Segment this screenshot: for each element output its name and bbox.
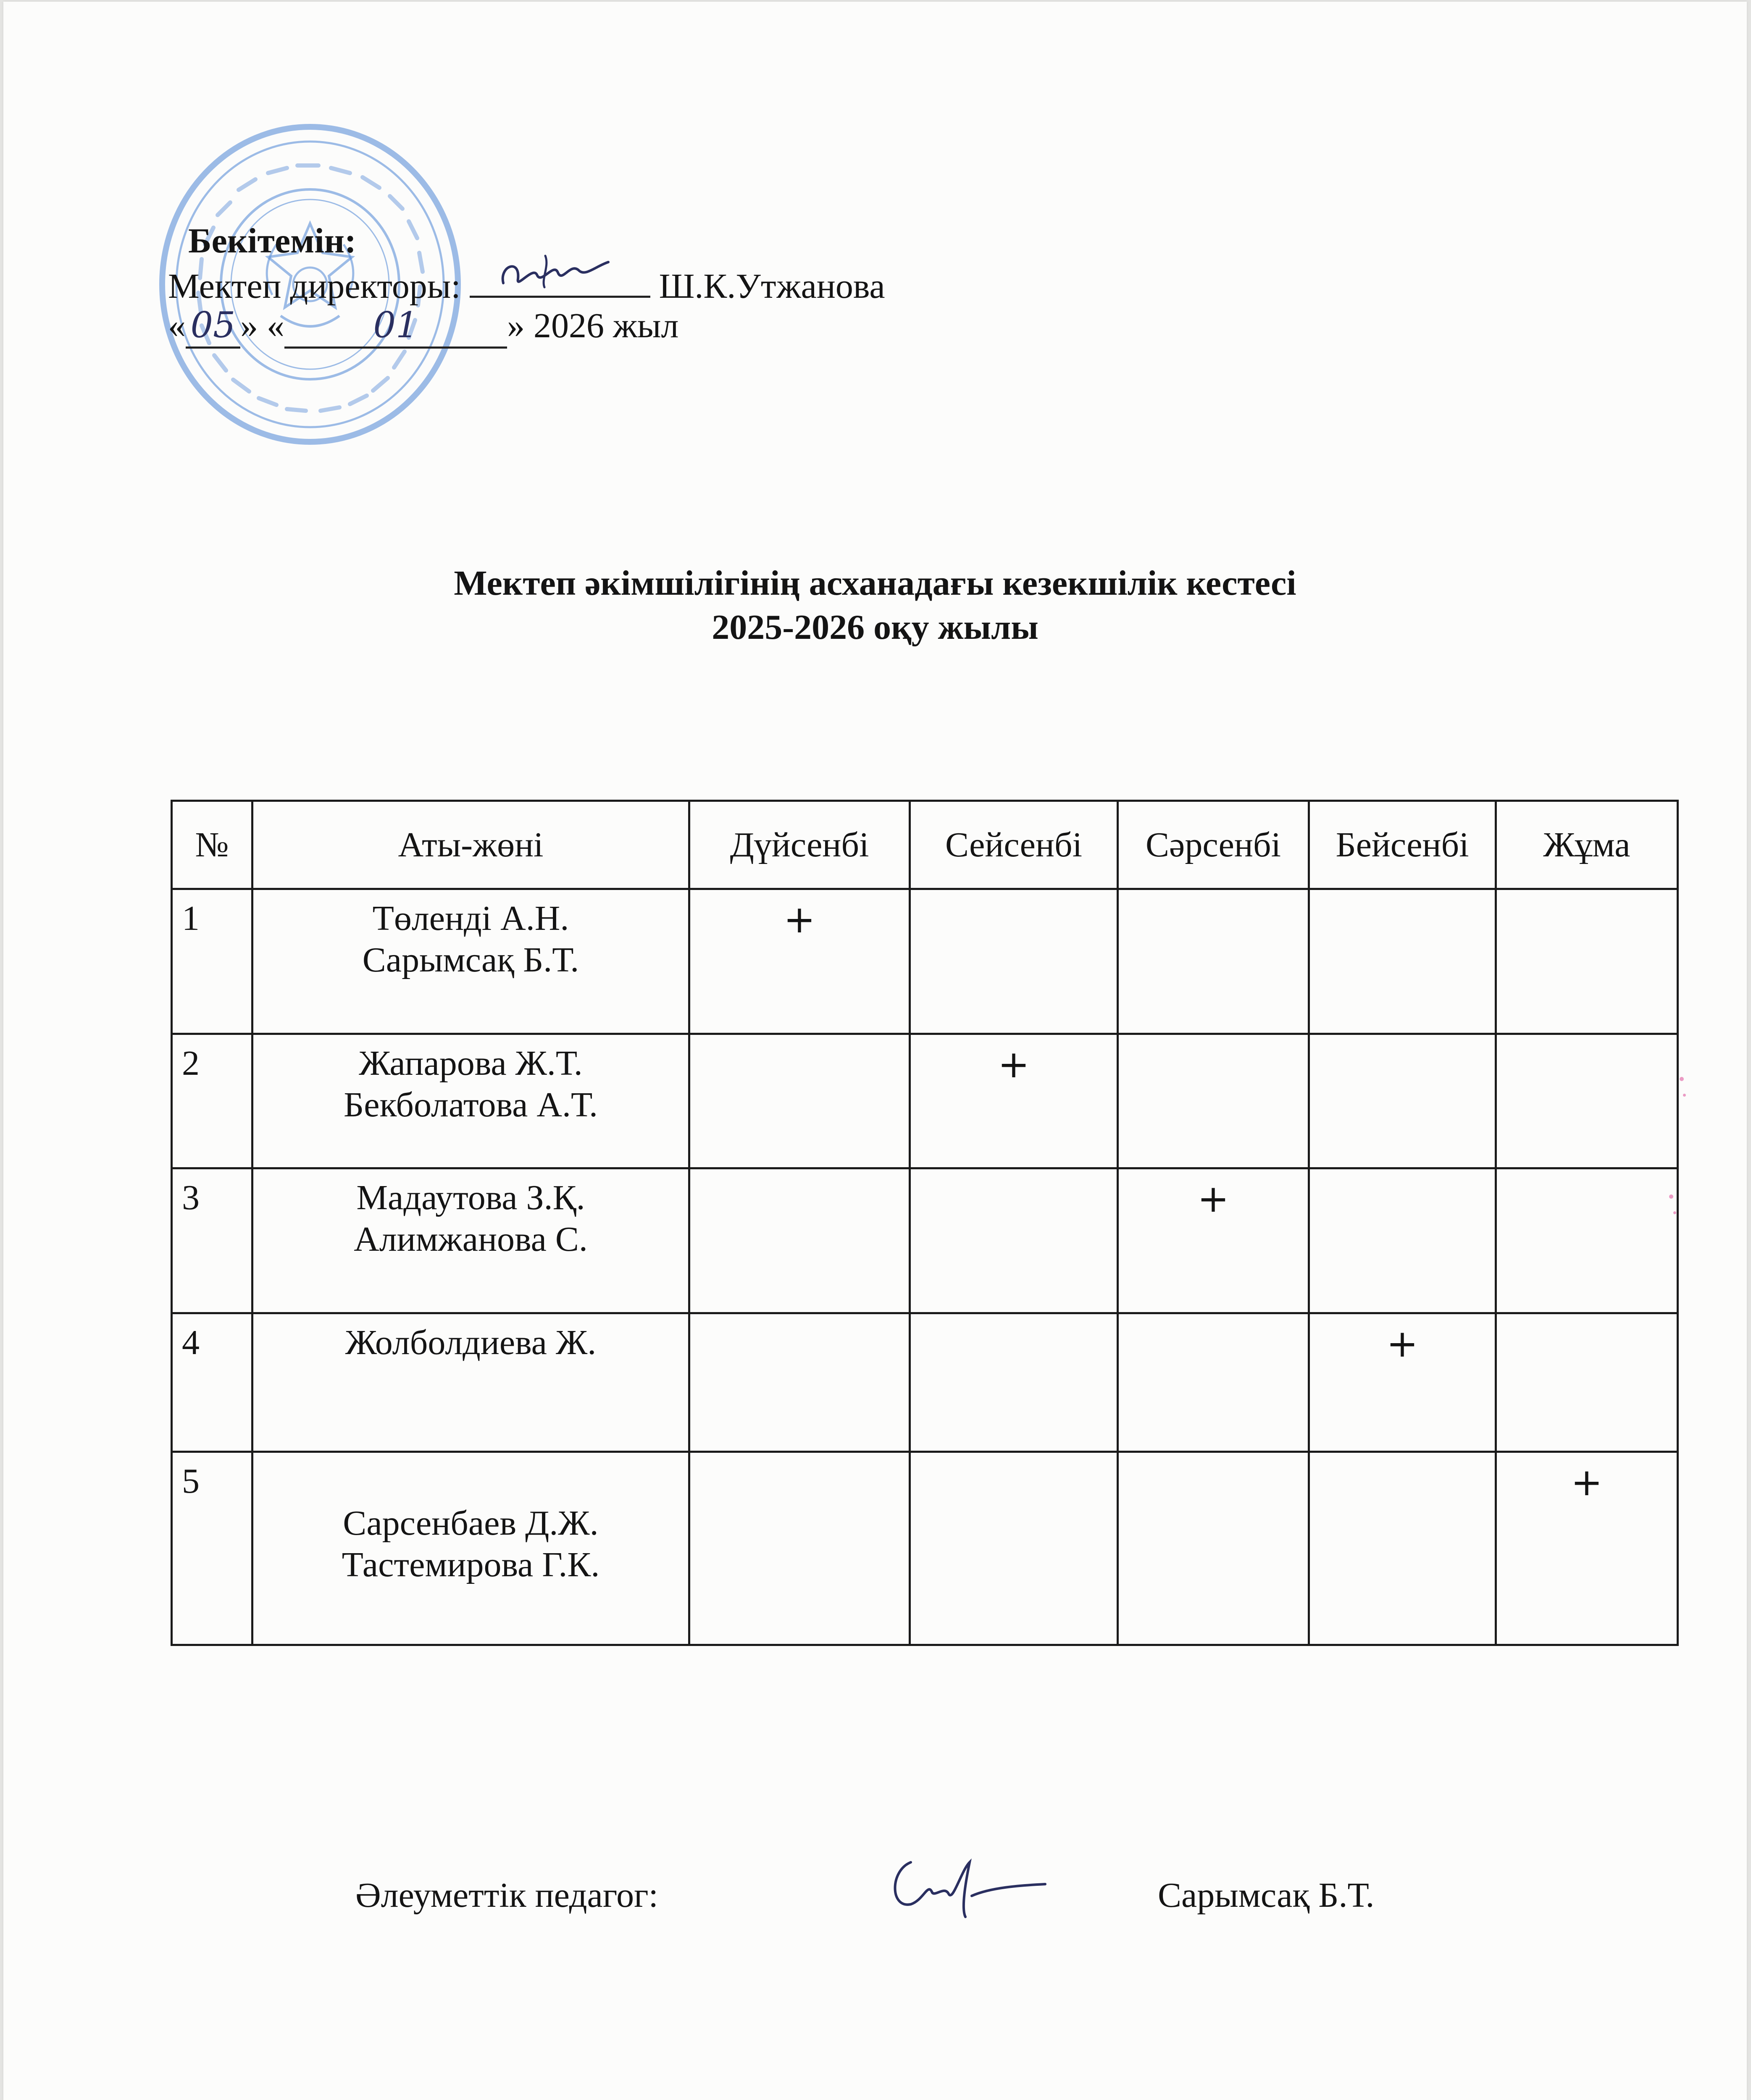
day-cell — [1496, 1452, 1678, 1645]
duty-person — [257, 1460, 685, 1502]
day-cell — [689, 889, 910, 1034]
row-number: 2 — [172, 1034, 252, 1168]
duty-mark: + — [783, 898, 815, 942]
date-month: 01 — [284, 304, 507, 349]
duty-person: Сарсенбаев Д.Ж. — [343, 1504, 599, 1543]
duty-mark: + — [1571, 1460, 1603, 1504]
table-header-row — [172, 801, 1678, 889]
day-cell — [689, 1313, 910, 1452]
duty-person: Алимжанова С. — [354, 1220, 588, 1259]
duty-names — [252, 1313, 689, 1452]
header-friday: Жұма — [1496, 801, 1678, 889]
day-cell — [689, 1168, 910, 1313]
director-signature-line — [470, 262, 650, 298]
document-subtitle: 2025-2026 оқу жылы — [712, 608, 1039, 647]
duty-person: Мадаутова З.Қ. — [356, 1178, 585, 1217]
ink-speck — [1683, 1094, 1686, 1097]
day-cell — [1309, 1452, 1496, 1645]
table-row — [172, 1313, 1678, 1452]
director-signature — [495, 249, 621, 296]
day-cell — [1309, 1034, 1496, 1168]
duty-names — [252, 1034, 689, 1168]
row-number: 4 — [172, 1313, 252, 1452]
day-cell — [910, 1034, 1118, 1168]
header-full-name: Аты-жөні — [252, 801, 689, 889]
date-separator: » « — [240, 306, 284, 345]
day-cell — [1309, 889, 1496, 1034]
date-open-quote: « — [168, 306, 186, 345]
day-cell — [910, 1313, 1118, 1452]
duty-mark: + — [1197, 1177, 1229, 1221]
duty-person: Бекболатова А.Т. — [344, 1085, 598, 1125]
day-cell — [1118, 1168, 1309, 1313]
header-wednesday: Сәрсенбі — [1118, 801, 1309, 889]
day-cell — [1118, 889, 1309, 1034]
date-day: 05 — [186, 304, 240, 349]
director-name: Ш.К.Утжанова — [659, 267, 885, 306]
ink-speck — [1669, 1194, 1673, 1199]
table-row — [172, 1168, 1678, 1313]
approval-date-line — [168, 304, 678, 349]
header-tuesday: Сейсенбі — [910, 801, 1118, 889]
duty-person: Тастемирова Г.К. — [342, 1545, 600, 1585]
footer-role: Әлеуметтік педагог: — [355, 1876, 658, 1915]
duty-names — [252, 889, 689, 1034]
day-cell — [910, 1452, 1118, 1645]
day-cell — [689, 1034, 910, 1168]
document-title: Мектеп әкімшілігінің асханадағы кезекшілік кестесі — [454, 564, 1296, 603]
document-page — [3, 2, 1747, 2100]
duty-schedule-table — [171, 800, 1679, 1646]
table-row — [172, 1034, 1678, 1168]
day-cell — [1496, 1034, 1678, 1168]
day-cell — [1118, 1313, 1309, 1452]
duty-names — [252, 1168, 689, 1313]
day-cell — [1309, 1313, 1496, 1452]
duty-mark: + — [1386, 1322, 1418, 1366]
ink-speck — [1673, 1211, 1676, 1214]
header-monday: Дүйсенбі — [689, 801, 910, 889]
day-cell — [910, 889, 1118, 1034]
footer-name: Сарымсақ Б.Т. — [1158, 1876, 1375, 1915]
day-cell — [1309, 1168, 1496, 1313]
row-number: 5 — [172, 1452, 252, 1645]
duty-mark: + — [998, 1042, 1030, 1087]
table-row — [172, 1452, 1678, 1645]
row-number: 3 — [172, 1168, 252, 1313]
day-cell — [910, 1168, 1118, 1313]
day-cell — [1496, 1313, 1678, 1452]
header-number: № — [172, 801, 252, 889]
duty-names — [252, 1452, 689, 1645]
day-cell — [1118, 1452, 1309, 1645]
duty-person: Төленді А.Н. — [372, 899, 569, 938]
date-year: » 2026 жыл — [507, 306, 679, 345]
ink-speck — [1680, 1077, 1684, 1081]
duty-person: Жолболдиева Ж. — [345, 1323, 597, 1362]
day-cell — [1118, 1034, 1309, 1168]
day-cell — [689, 1452, 910, 1645]
day-cell — [1496, 889, 1678, 1034]
day-cell — [1496, 1168, 1678, 1313]
table-row — [172, 889, 1678, 1034]
header-thursday: Бейсенбі — [1309, 801, 1496, 889]
director-label: Мектеп директоры: — [168, 267, 461, 306]
row-number: 1 — [172, 889, 252, 1034]
approval-heading: Бекітемін: — [188, 221, 357, 260]
social-pedagogue-signature — [881, 1845, 1049, 1929]
director-line — [168, 262, 885, 308]
duty-person: Сарымсақ Б.Т. — [362, 940, 579, 980]
duty-person: Жапарова Ж.Т. — [359, 1044, 583, 1083]
